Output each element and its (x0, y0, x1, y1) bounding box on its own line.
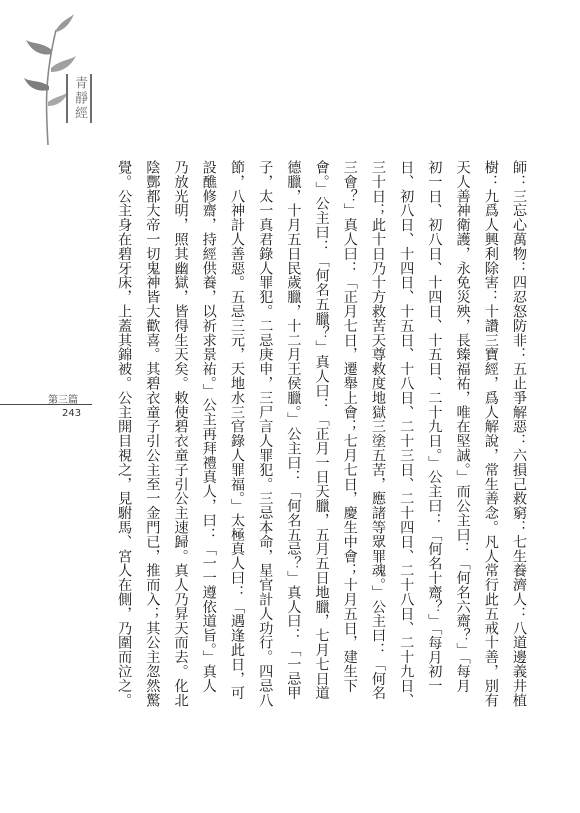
text-column: 設醮修齋，持經供養，以祈求景祐。」公主再拜禮真人，曰：「一一遵依道旨。」真人 (200, 160, 217, 693)
text-column: 陰酆都大帝一切鬼神皆大歡喜。其碧衣童子引公主至一金門已，推而入；其公主忽然驚 (144, 160, 161, 708)
text-column: 三十日；此十日乃十方救苦天尊救度地獄三塗五苦，應諸等眾罪魂。」公主曰：「何名 (369, 160, 386, 701)
text-column: 初一日、初八日、十四日、十五日、二十九日。」公主曰：「何名十齋？」「每月初一 (426, 160, 443, 693)
text-column: 師：三忘心萬物：四忍怒防非：五止爭解惡：六損己救窮：七生養濟人：八道邊義井植 (511, 160, 527, 708)
text-column: 節，八神計人善惡。五忌三元，天地水三官錄人罪福。」太極真人曰：「遇逢此日，可 (228, 160, 245, 701)
chapter-label: 第三篇 (48, 395, 78, 406)
text-column: 樹：九爲人興利除害：十讚三寶經，爲人解說，常生善念。凡人常行此五戒十善，別有 (482, 160, 499, 708)
text-column: 會。」公主曰：「何名五臘？」真人曰：「正月一日天臘，五月五日地臘，七月七日道 (313, 160, 330, 701)
logo (18, 10, 87, 150)
text-column: 日、初八日、十四日、十五日、十八日、二十三日、二十四日、二十八日、二十九日、 (398, 160, 415, 708)
body-text (108, 160, 533, 735)
logo-title: 青靜經 (66, 74, 92, 123)
page-number: 243 (62, 408, 82, 419)
text-column: 覺。公主身在碧牙床，上蓋其錦被。公主開目視之，見駙馬、宮人在側，乃圍而泣之。 (116, 160, 133, 708)
text-column: 德臘，十月五日民歲臘，十二月王侯臘。」公主曰：「何名五忌？」真人曰：「一忌甲 (285, 160, 302, 701)
text-column: 天人善神衛護，永免災殃，長臻福祐，唯在堅誠。」而公主曰：「何名六齋？」「每月 (454, 160, 471, 693)
text-column: 子，太一真君錄人罪犯。二忌庚申，三尸言人罪犯。三忌本命，星官計人功行。四忌八 (257, 160, 274, 708)
text-column: 三會？」真人曰：「正月七日，遷舉上會；七月七日，慶生中會；十月五日，建生下 (341, 160, 358, 693)
chapter-divider (0, 404, 92, 405)
text-column: 乃放光明，照其幽獄，皆得生天矣。敕使碧衣童子引公主速歸。真人乃昇天而去。化北 (172, 160, 189, 708)
